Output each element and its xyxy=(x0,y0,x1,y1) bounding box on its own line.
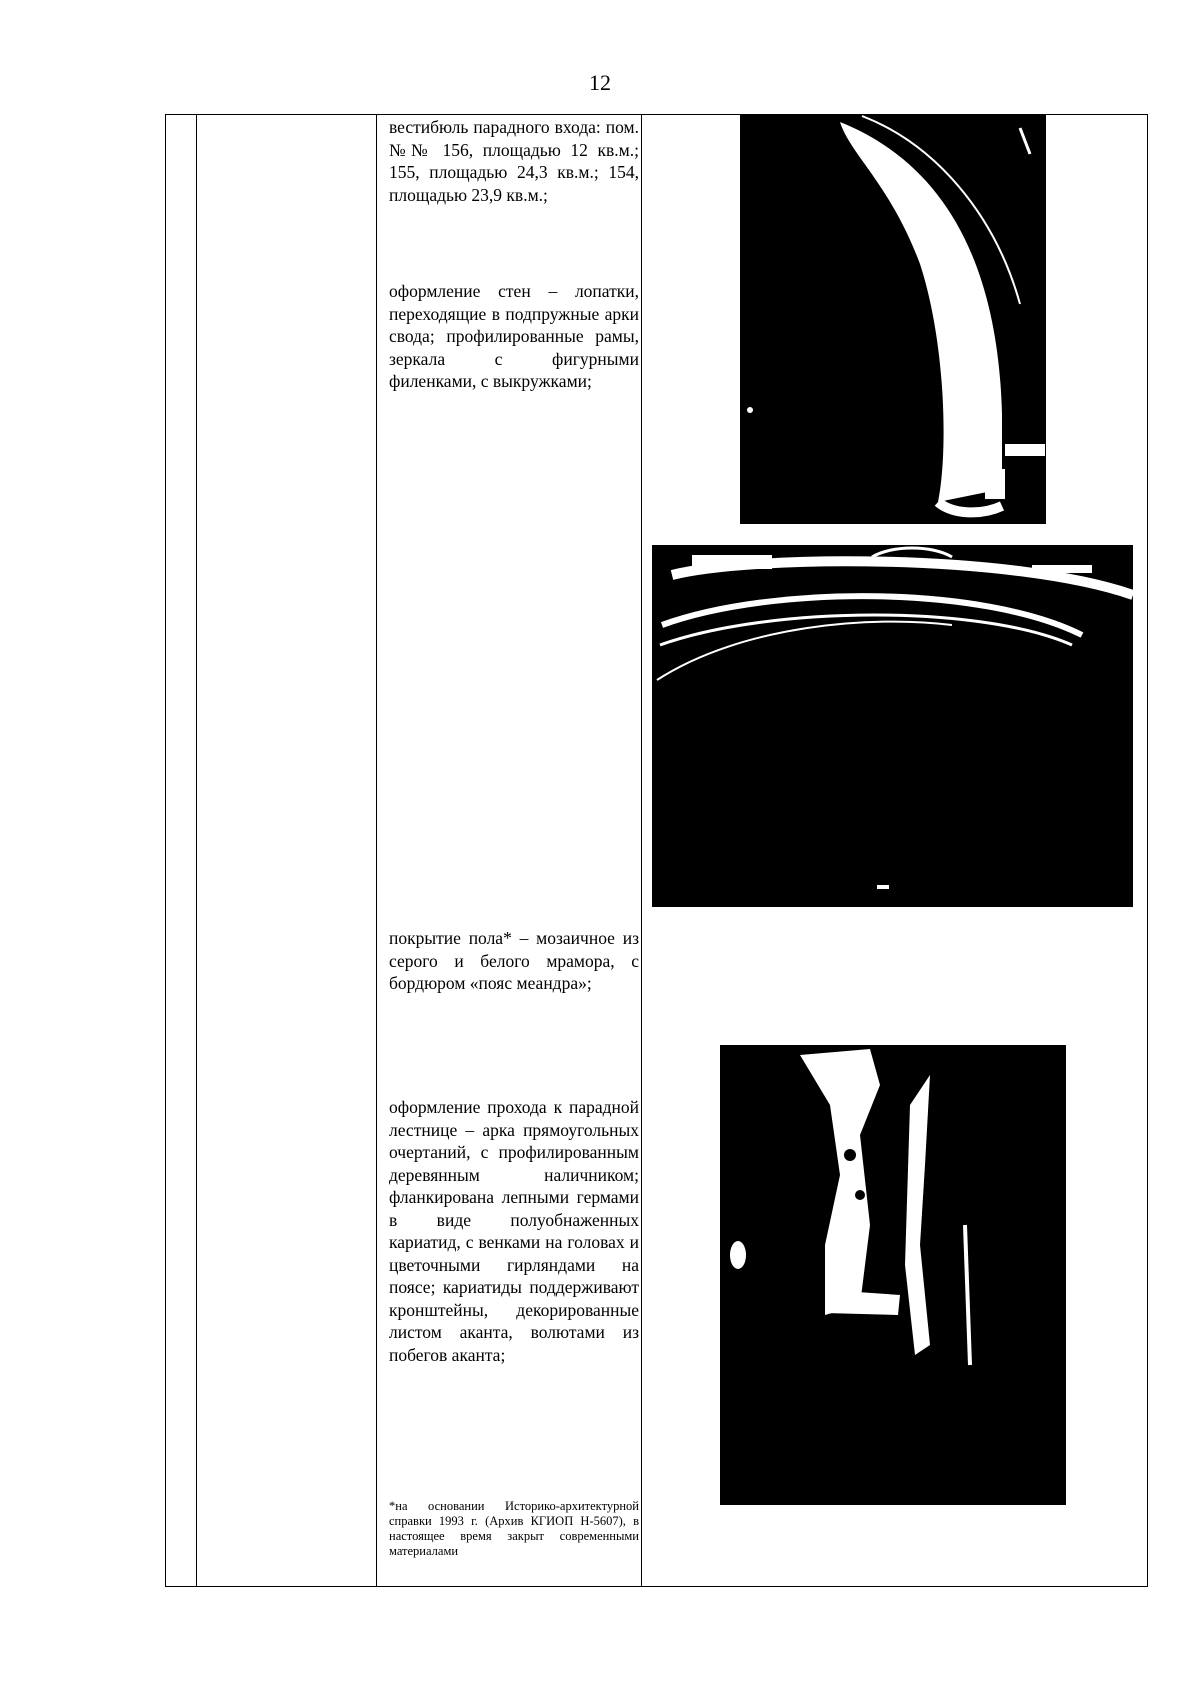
column-divider xyxy=(376,115,377,1586)
walls-decoration-text: оформление стен – лопатки, переходящие в подпружные арки свода; профилированные рамы, зеркала с фигурными филенками, с выкружками; xyxy=(389,281,639,391)
vestibule-text: вестибюль парадного входа: пом. №№ 156, площадью 12 кв.м.; 155, площадью 24,3 кв.м.; 154, площадью 23,9 кв.м.; xyxy=(389,117,639,205)
arch-photo xyxy=(740,114,1046,524)
column-divider xyxy=(641,115,642,1586)
page-number: 12 xyxy=(589,70,611,95)
passage-decoration-text: оформление прохода к парадной лестнице – арка прямоугольных очертаний, с профилированным деревянным наличником; фланкирована лепными гермами в виде полуобнаженных кариатид, с венками на головах и цветочными гирляндами на поясе; кариатиды поддерживают кронштейны, декорированные листом аканта, волютами из побегов аканта; xyxy=(389,1097,639,1365)
vault-photo xyxy=(652,545,1133,907)
column-divider xyxy=(196,115,197,1586)
footnote-text: *на основании Историко-архитектурной справки 1993 г. (Архив КГИОП Н-5607), в настоящее время закрыт современными материалами xyxy=(389,1499,639,1558)
floor-covering-text: покрытие пола* – мозаичное из серого и белого мрамора, с бордюром «пояс меандра»; xyxy=(389,928,639,993)
caryatid-photo xyxy=(720,1045,1066,1505)
